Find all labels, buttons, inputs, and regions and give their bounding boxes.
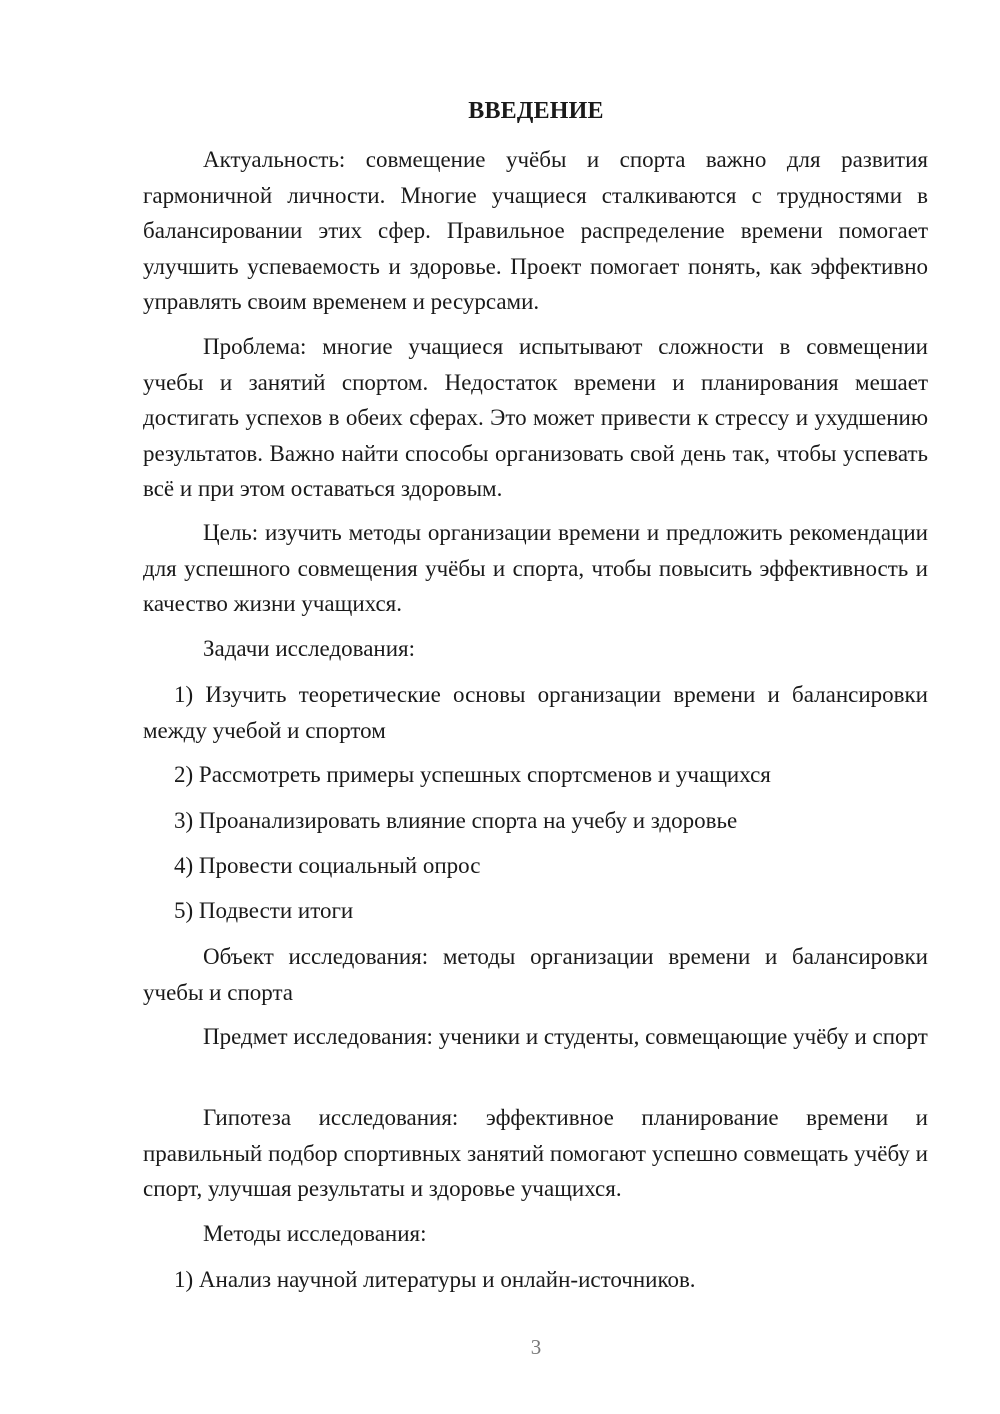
paragraph-subject: Предмет исследования: ученики и студенты, совмещающие учёбу и спорт xyxy=(203,1024,928,1049)
method-item-1: 1) Анализ научной литературы и онлайн-источников. xyxy=(174,1267,696,1292)
paragraph-relevance: Актуальность: совмещение учёбы и спорта важно для развития гармоничной личности. Многие учащиеся сталкиваются с трудностями в балансировании этих сфер. Правильное распределение времени помогает улучшить успеваемость и здоровье. Проект помогает понять, как эффективно управлять своим временем и ресурсами. xyxy=(143,147,928,314)
paragraph-goal: Цель: изучить методы организации времени и предложить рекомендации для успешного совмещения учёбы и спорта, чтобы повысить эффективность и качество жизни учащихся. xyxy=(143,520,928,616)
methods-heading: Методы исследования: xyxy=(203,1221,427,1246)
task-item-2: 2) Рассмотреть примеры успешных спортсменов и учащихся xyxy=(174,762,771,787)
paragraph-problem: Проблема: многие учащиеся испытывают сложности в совмещении учебы и занятий спортом. Недостаток времени и планирования мешает достигать успехов в обеих сферах. Это может привести к стрессу и ухудшению результатов. Важно найти способы организовать свой день так, чтобы успевать всё и при этом оставаться здоровым. xyxy=(143,334,928,501)
task-item-3: 3) Проанализировать влияние спорта на учебу и здоровье xyxy=(174,808,738,833)
page-title: ВВЕДЕНИЕ xyxy=(468,98,604,124)
task-item-1: 1) Изучить теоретические основы организации времени и балансировки между учебой и спортом xyxy=(143,682,928,743)
paragraph-object: Объект исследования: методы организации времени и балансировки учебы и спорта xyxy=(143,944,928,1005)
task-item-4: 4) Провести социальный опрос xyxy=(174,853,481,878)
tasks-heading: Задачи исследования: xyxy=(203,636,416,661)
paragraph-hypothesis: Гипотеза исследования: эффективное планирование времени и правильный подбор спортивных занятий помогают успешно совмещать учёбу и спорт, улучшая результаты и здоровье учащихся. xyxy=(143,1105,928,1201)
page-number: 3 xyxy=(530,1335,542,1359)
task-item-5: 5) Подвести итоги xyxy=(174,898,354,923)
